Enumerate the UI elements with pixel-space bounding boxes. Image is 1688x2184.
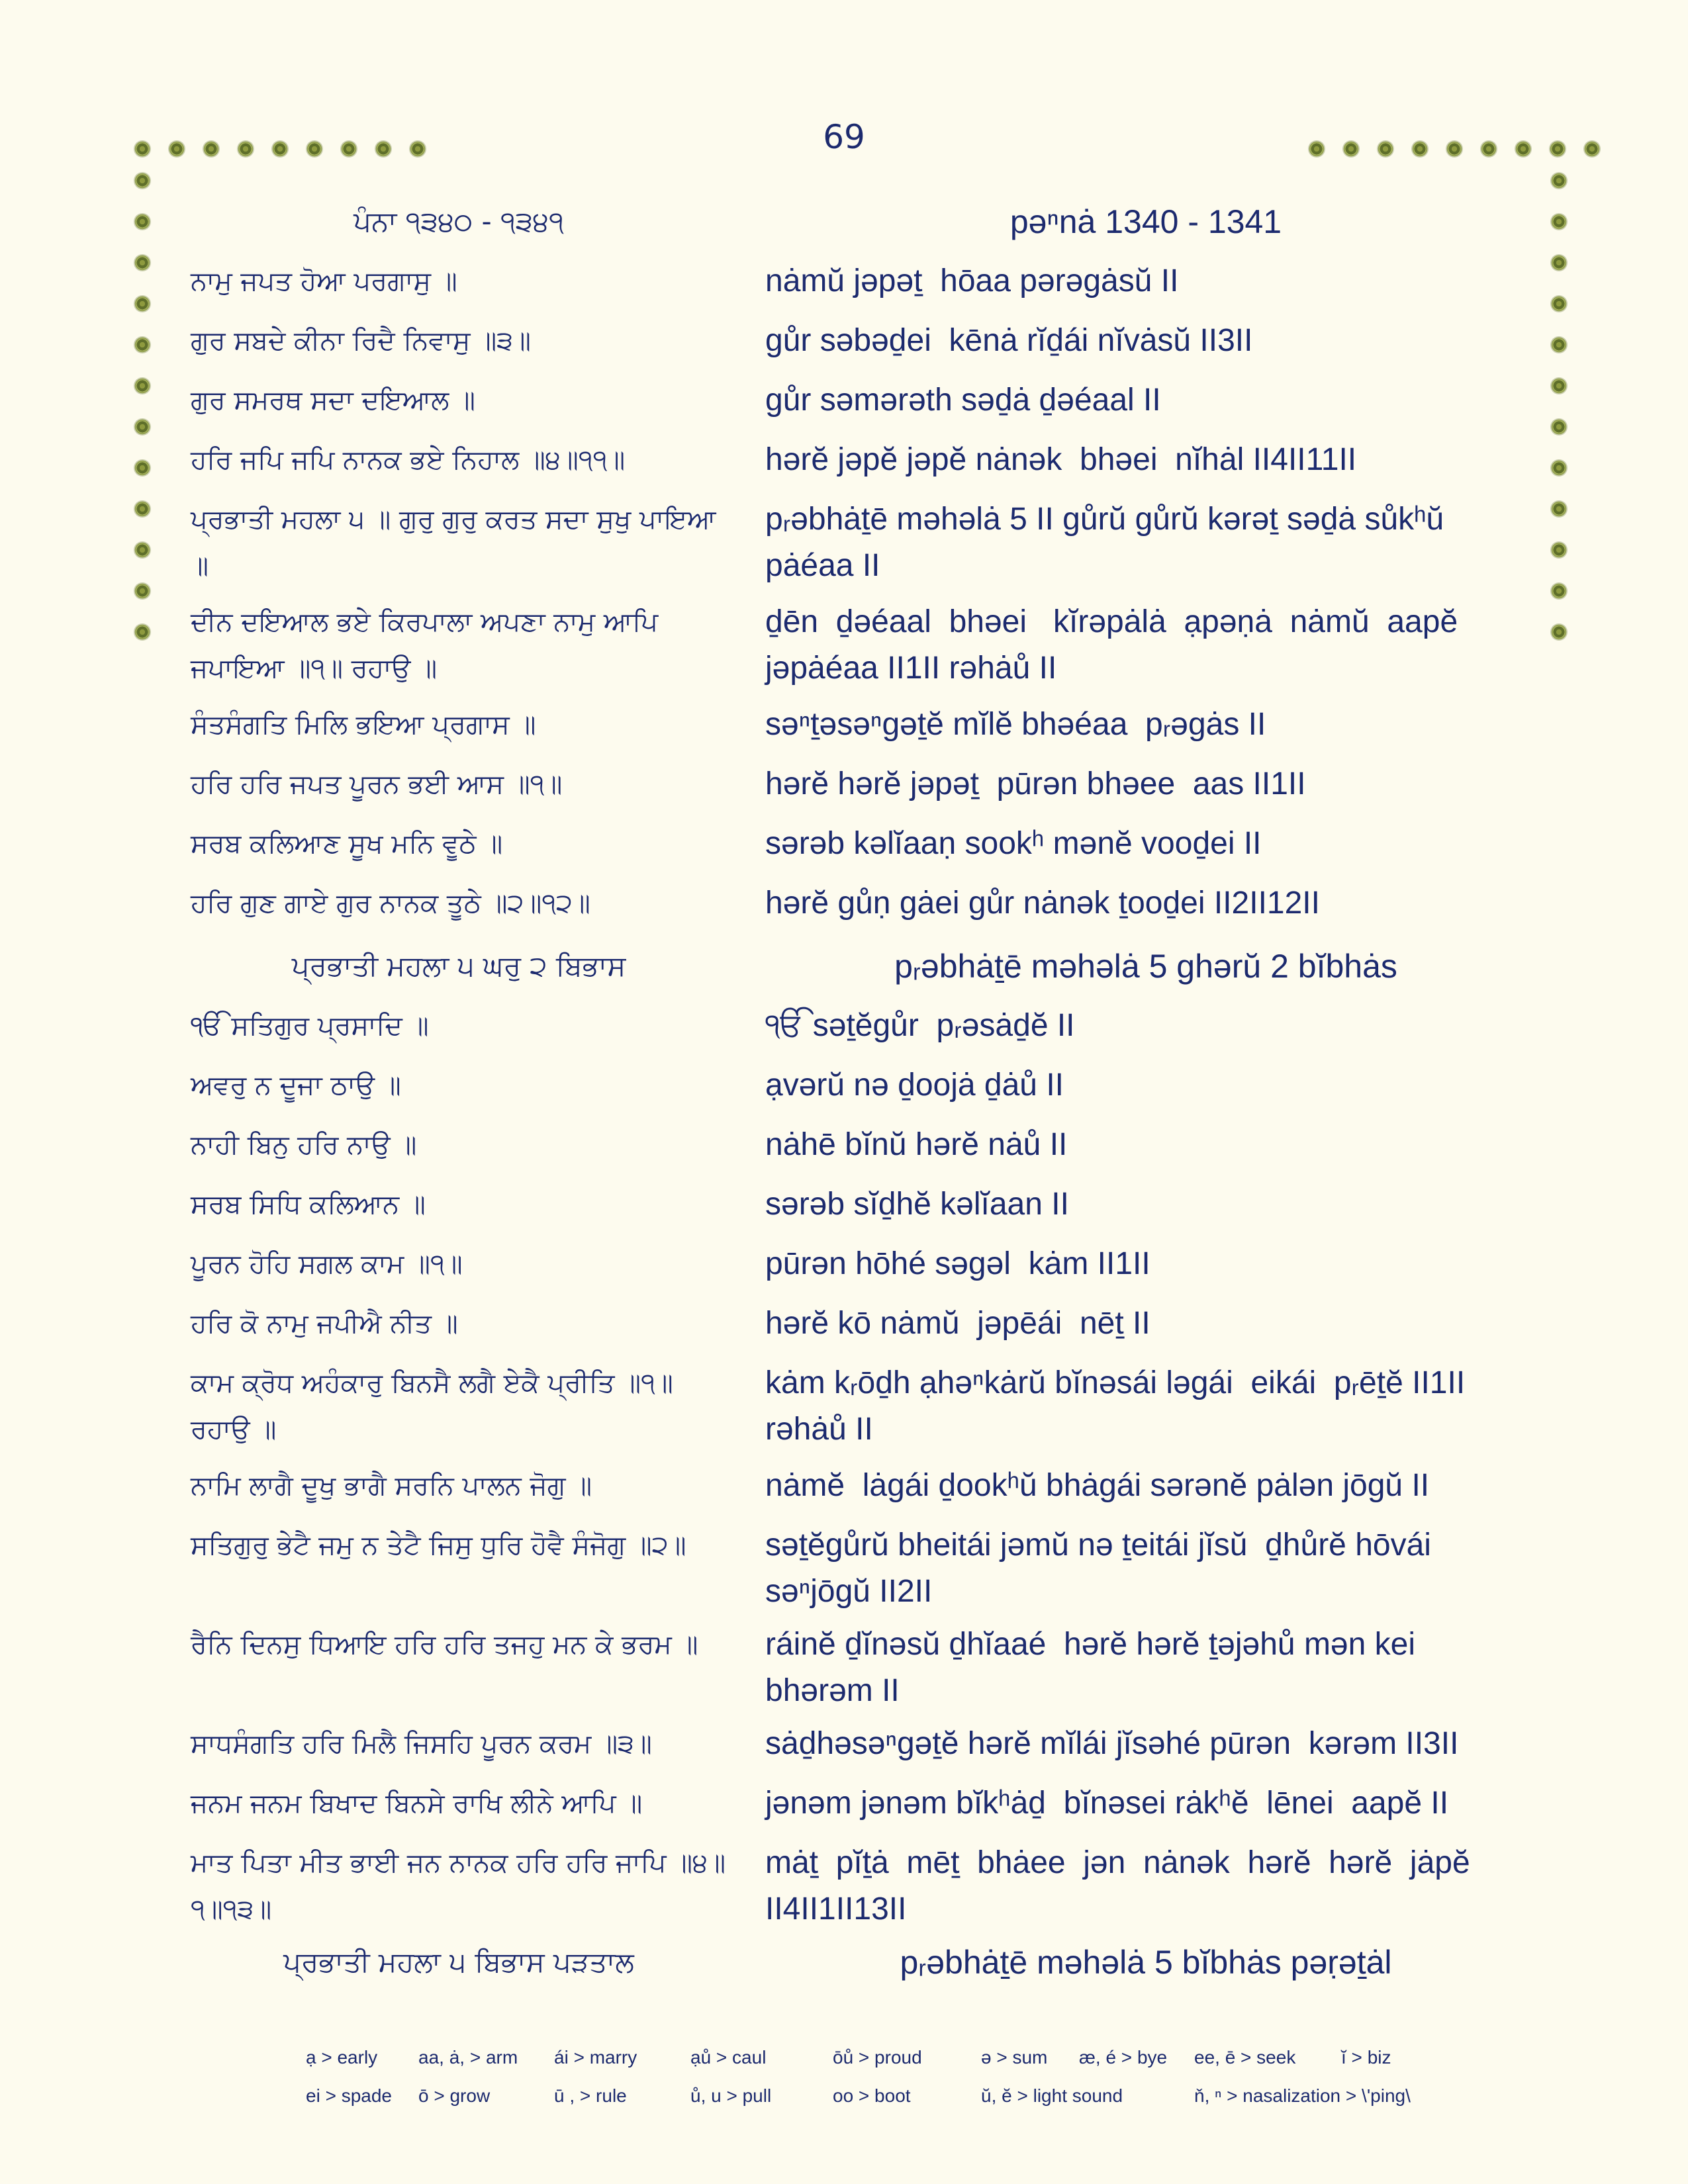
legend-item: ō > grow <box>418 2085 491 2106</box>
pronunciation-legend <box>306 2038 1497 2115</box>
gurmukhi-line: ਹਰਿ ਹਰਿ ਜਪਤ ਪੂਰਨ ਭਈ ਆਸ ॥੧॥ <box>191 769 563 799</box>
verse-row <box>0 1463 1688 1522</box>
transliteration-line: gůr səmərəth səḏȧ ḏəéaal II <box>765 383 1161 418</box>
verse-table <box>0 199 1688 1999</box>
transliteration-line: ੴ səṯĕgůr pᵣəsȧḏĕ II <box>765 1008 1075 1043</box>
verse-row <box>0 437 1688 496</box>
legend-item: ə > sum <box>981 2047 1048 2068</box>
legend-row <box>306 2038 1497 2077</box>
gurmukhi-heading: ਪ੍ਰਭਾਤੀ ਮਹਲਾ ੫ ਘਰੁ ੨ ਬਿਭਾਸ <box>291 950 626 982</box>
flower-ornament-icon <box>237 140 254 158</box>
gurmukhi-heading: ਪ੍ਰਭਾਤੀ ਮਹਲਾ ੫ ਬਿਭਾਸ ਪੜਤਾਲ <box>283 1946 634 1978</box>
flower-ornament-icon <box>134 172 151 189</box>
gurmukhi-line: ਪੂਰਨ ਹੋਹਿ ਸਗਲ ਕਾਮ ॥੧॥ <box>191 1249 463 1279</box>
flower-ornament-icon <box>1549 140 1566 158</box>
transliteration-line: hərĕ kō nȧmŭ jəpēái nēṯ II <box>765 1306 1150 1341</box>
legend-item: ū , > rule <box>554 2085 627 2106</box>
verse-row <box>0 199 1688 258</box>
gurmukhi-line: ੴ ਸਤਿਗੁਰ ਪ੍ਰਸਾਦਿ ॥ <box>191 1011 429 1041</box>
gurmukhi-line: ਸਰਬ ਕਲਿਆਣ ਸੂਖ ਮਨਿ ਵੂਠੇ ॥ <box>191 829 503 859</box>
transliteration-line: mȧṯ pĭṯȧ mēṯ bhȧee jən nȧnək hərĕ hərĕ jȧpĕ II4II1II13II <box>765 1845 1479 1927</box>
gurmukhi-line: ਨਾਮੁ ਜਪਤ ਹੋਆ ਪਰਗਾਸੁ ॥ <box>191 266 457 296</box>
verse-row <box>0 1939 1688 1999</box>
gurmukhi-line: ਜਨਮ ਜਨਮ ਬਿਖਾਦ ਬਿਨਸੇ ਰਾਖਿ ਲੀਨੇ ਆਪਿ ॥ <box>191 1788 643 1819</box>
top-right-flower-border <box>1308 140 1601 158</box>
transliteration-line: nȧmŭ jəpəṯ hōaa pərəgȧsŭ II <box>765 263 1179 298</box>
transliteration-line: sərəb kəlĭaaṇ sookʰ mənĕ vooḏei II <box>765 826 1262 861</box>
flower-ornament-icon <box>203 140 220 158</box>
verse-row <box>0 821 1688 880</box>
legend-item: oo > boot <box>833 2085 911 2106</box>
transliteration-line: jənəm jənəm bĭkʰȧḏ bĭnəsei rȧkʰĕ lēnei aapĕ II <box>765 1786 1449 1821</box>
verse-row <box>0 1241 1688 1300</box>
flower-ornament-icon <box>409 140 426 158</box>
verse-row <box>0 943 1688 1003</box>
transliteration-line: hərĕ gůṇ gȧei gůr nȧnək ṯooḏei II2II12II <box>765 886 1320 921</box>
verse-row <box>0 1300 1688 1360</box>
transliteration-line: hərĕ jəpĕ jəpĕ nȧnək bhəei nĭhȧl II4II11II <box>765 442 1357 477</box>
legend-item: ạů > caul <box>690 2047 767 2068</box>
legend-item: aa, ȧ, > arm <box>418 2047 518 2068</box>
transliteration-heading: pᵣəbhȧṯē məhəlȧ 5 bĭbhȧs pəṛəṯȧl <box>900 1944 1392 1981</box>
legend-item: ĭ > biz <box>1341 2047 1391 2068</box>
flower-ornament-icon <box>1411 140 1429 158</box>
gurmukhi-line: ਸੰਤਸੰਗਤਿ ਮਿਲਿ ਭਇਆ ਪ੍ਰਗਾਸ ॥ <box>191 709 536 740</box>
verse-row <box>0 318 1688 377</box>
flower-ornament-icon <box>134 140 151 158</box>
legend-item: æ, é > bye <box>1079 2047 1168 2068</box>
flower-ornament-icon <box>1342 140 1360 158</box>
gurmukhi-line: ਅਵਰੁ ਨ ਦੂਜਾ ਠਾਉ ॥ <box>191 1070 401 1101</box>
transliteration-line: sərəb sĭḏhĕ kəlĭaan II <box>765 1187 1069 1222</box>
verse-row <box>0 1181 1688 1241</box>
flower-ornament-icon <box>1377 140 1394 158</box>
legend-item: ōů > proud <box>833 2047 922 2068</box>
verse-row <box>0 1522 1688 1621</box>
gurmukhi-line: ਨਾਹੀ ਬਿਨੁ ਹਰਿ ਨਾਉ ॥ <box>191 1130 417 1160</box>
gurmukhi-line: ਪ੍ਰਭਾਤੀ ਮਹਲਾ ੫ ॥ ਗੁਰੁ ਗੁਰੁ ਕਰਤ ਸਦਾ ਸੁਖੁ ਪਾਇਆ ॥ <box>191 504 725 581</box>
transliteration-line: ráinĕ ḏĭnəsŭ ḏhĭaaé hərĕ hərĕ ṯəjəhů mən kei bhərəm II <box>765 1627 1425 1708</box>
flower-ornament-icon <box>1446 140 1463 158</box>
flower-ornament-icon <box>168 140 185 158</box>
verse-row <box>0 702 1688 761</box>
gurmukhi-line: ਮਾਤ ਪਿਤਾ ਮੀਤ ਭਾਈ ਜਨ ਨਾਨਕ ਹਰਿ ਹਰਿ ਜਾਪਿ ॥੪॥੧॥੧੩॥ <box>191 1848 726 1925</box>
verse-row <box>0 1122 1688 1181</box>
verse-row <box>0 1780 1688 1840</box>
verse-row <box>0 1621 1688 1721</box>
verse-row <box>0 1003 1688 1062</box>
transliteration-line: hərĕ hərĕ jəpəṯ pūrən bhəee aas II1II <box>765 766 1306 801</box>
flower-ornament-icon <box>1583 140 1601 158</box>
flower-ornament-icon <box>375 140 392 158</box>
flower-ornament-icon <box>1515 140 1532 158</box>
gurmukhi-line: ਸਤਿਗੁਰੁ ਭੇਟੈ ਜਮੁ ਨ ਤੇਟੈ ਜਿਸੁ ਧੁਰਿ ਹੋਵੈ ਸੰਜੋਗੁ ॥੨॥ <box>191 1530 686 1561</box>
gurmukhi-line: ਗੁਰ ਸਮਰਥ ਸਦਾ ਦਇਆਲ ॥ <box>191 385 475 416</box>
gurmukhi-line: ਸਰਬ ਸਿਧਿ ਕਲਿਆਨ ॥ <box>191 1189 426 1220</box>
transliteration-line: ạvərŭ nə ḏoojȧ ḏȧů II <box>765 1068 1064 1103</box>
flower-ornament-icon <box>306 140 323 158</box>
transliteration-line: kȧm kᵣōḏh ạhəⁿkȧrŭ bĭnəsái ləgái eikái pᵣēṯĕ II1II rəhȧů II <box>765 1365 1474 1447</box>
legend-item: ee, ē > seek <box>1194 2047 1296 2068</box>
verse-row <box>0 1721 1688 1780</box>
legend-item: ŭ, ĕ > light sound <box>981 2085 1123 2106</box>
verse-row <box>0 496 1688 599</box>
flower-ornament-icon <box>1308 140 1325 158</box>
legend-item: ạ > early <box>306 2047 378 2068</box>
legend-item: ň, ⁿ > nasalization > \'ping\ <box>1194 2085 1411 2106</box>
verse-row <box>0 258 1688 318</box>
flower-ornament-icon <box>271 140 289 158</box>
transliteration-heading: pᵣəbhȧṯē məhəlȧ 5 ghərŭ 2 bĭbhȧs <box>894 948 1397 985</box>
flower-ornament-icon <box>1480 140 1497 158</box>
top-left-flower-border <box>134 140 426 158</box>
flower-ornament-icon <box>340 140 357 158</box>
gurmukhi-line: ਨਾਮਿ ਲਾਗੈ ਦੂਖੁ ਭਾਗੈ ਸਰਨਿ ਪਾਲਨ ਜੋਗੁ ॥ <box>191 1471 592 1501</box>
verse-row <box>0 761 1688 821</box>
gurmukhi-line: ਗੁਰ ਸਬਦੇ ਕੀਨਾ ਰਿਦੈ ਨਿਵਾਸੁ ॥੩॥ <box>191 326 532 356</box>
gurmukhi-line: ਦੀਨ ਦਇਆਲ ਭਏ ਕਿਰਪਾਲਾ ਅਪਣਾ ਨਾਮੁ ਆਪਿ ਜਪਾਇਆ ॥੧॥ ਰਹਾਉ ॥ <box>191 607 667 684</box>
gurmukhi-line: ਹਰਿ ਗੁਣ ਗਾਏ ਗੁਰ ਨਾਨਕ ਤੂਠੇ ॥੨॥੧੨॥ <box>191 888 590 919</box>
verse-row <box>0 1840 1688 1939</box>
gurmukhi-line: ਸਾਧਸੰਗਤਿ ਹਰਿ ਮਿਲੈ ਜਿਸਹਿ ਪੂਰਨ ਕਰਮ ॥੩॥ <box>191 1729 652 1759</box>
verse-row <box>0 1062 1688 1122</box>
page-number: 69 <box>823 118 865 156</box>
transliteration-line: nȧhē bĭnŭ hərĕ nȧů II <box>765 1127 1068 1162</box>
legend-item: ů, u > pull <box>690 2085 772 2106</box>
verse-row <box>0 880 1688 943</box>
flower-ornament-icon <box>1550 172 1568 189</box>
gurmukhi-line: ਰੈਨਿ ਦਿਨਸੁ ਧਿਆਇ ਹਰਿ ਹਰਿ ਤਜਹੁ ਮਨ ਕੇ ਭਰਮ ॥ <box>191 1629 698 1660</box>
legend-item: ái > marry <box>554 2047 637 2068</box>
legend-row <box>306 2077 1497 2115</box>
legend-item: ei > spade <box>306 2085 392 2106</box>
transliteration-line: nȧmĕ lȧgái ḏookʰŭ bhȧgái sərənĕ pȧlən jōgŭ II <box>765 1468 1430 1503</box>
verse-row <box>0 377 1688 437</box>
transliteration-line: pᵣəbhȧṯē məhəlȧ 5 II gůrŭ gůrŭ kərəṯ səḏȧ sůkʰŭ pȧéaa II <box>765 502 1453 583</box>
gurmukhi-heading: ਪੰਨਾ ੧੩੪੦ - ੧੩੪੧ <box>353 205 564 238</box>
transliteration-line: ḏēn ḏəéaal bhəei kĭrəpȧlȧ ạpəṇȧ nȧmŭ aapĕ jəpȧéaa II1II rəhȧů II <box>765 604 1467 686</box>
transliteration-line: gůr səbəḏei kēnȧ rĭḏái nĭvȧsŭ II3II <box>765 323 1253 358</box>
gurmukhi-line: ਹਰਿ ਕੋ ਨਾਮੁ ਜਪੀਐ ਨੀਤ ॥ <box>191 1308 458 1339</box>
verse-row <box>0 1360 1688 1463</box>
transliteration-heading: pəⁿnȧ 1340 - 1341 <box>1009 203 1282 240</box>
transliteration-line: pūrən hōhé səgəl kȧm II1II <box>765 1246 1150 1281</box>
verse-row <box>0 599 1688 702</box>
transliteration-line: sȧḏhəsəⁿgəṯĕ hərĕ mĭlái jĭsəhé pūrən kərəm II3II <box>765 1726 1459 1761</box>
gurmukhi-line: ਕਾਮ ਕ੍ਰੋਧ ਅਹੰਕਾਰੁ ਬਿਨਸੈ ਲਗੈ ਏਕੈ ਪ੍ਰੀਤਿ ॥੧॥ ਰਹਾਉ ॥ <box>191 1368 682 1445</box>
gurmukhi-line: ਹਰਿ ਜਪਿ ਜਪਿ ਨਾਨਕ ਭਏ ਨਿਹਾਲ ॥੪॥੧੧॥ <box>191 445 626 475</box>
transliteration-line: səⁿṯəsəⁿgəṯĕ mĭlĕ bhəéaa pᵣəgȧs II <box>765 707 1266 742</box>
transliteration-line: səṯĕgůrŭ bheitái jəmŭ nə ṯeitái jĭsŭ ḏhůrĕ hōvái səⁿjōgŭ II2II <box>765 1527 1440 1609</box>
